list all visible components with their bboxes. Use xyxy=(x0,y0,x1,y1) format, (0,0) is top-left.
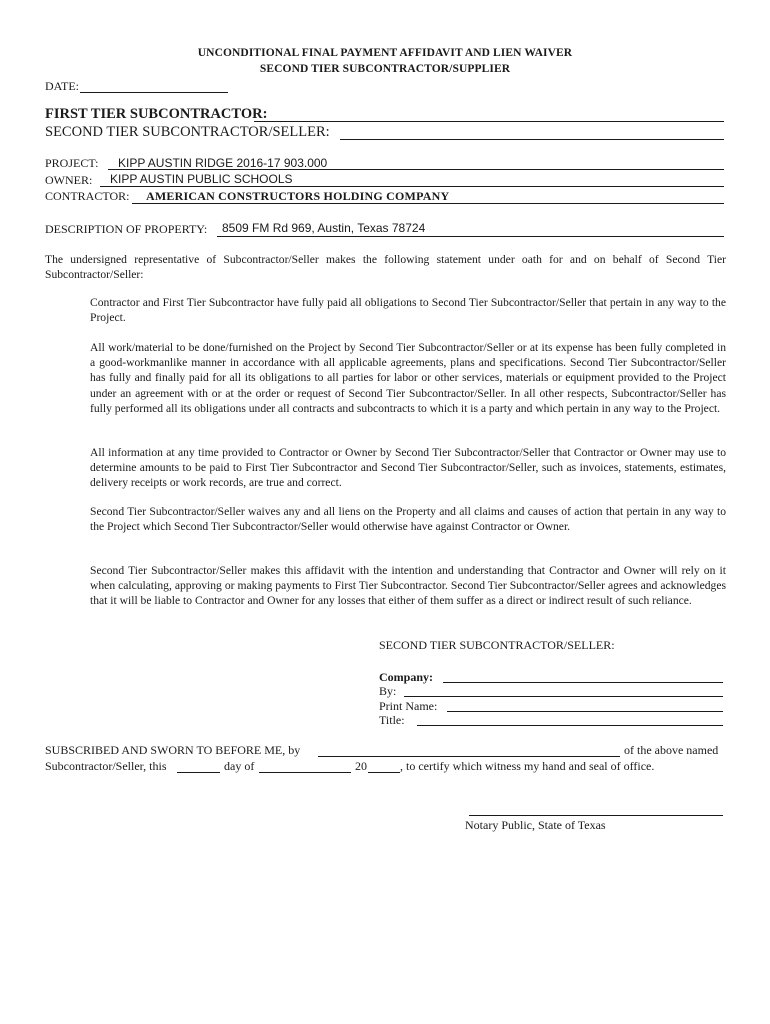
paragraph-lien-waiver: Second Tier Subcontractor/Seller waives any and all liens on the Property and all claims and causes of action that pertain in any way to the Project which Second Tier Subcontractor/Seller would otherwise have against Contractor or Owner. xyxy=(90,505,726,534)
sworn-line2-d: , to certify which witness my hand and seal of office. xyxy=(400,759,655,773)
sworn-line2-a: Subcontractor/Seller, this xyxy=(45,759,167,773)
paragraph-information-true: All information at any time provided to Contractor or Owner by Second Tier Subcontractor/Seller that Contractor or Owner may use to determine amounts to be paid to First Tier Subcontractor and Second Tier Subcontractor/Seller, such as invoices, statements, estimates, delivery receipts or work records, are true and correct. xyxy=(90,446,726,490)
second-tier-field[interactable] xyxy=(340,139,724,140)
form-subtitle: SECOND TIER SUBCONTRACTOR/SUPPLIER xyxy=(259,63,511,75)
property-label: DESCRIPTION OF PROPERTY: xyxy=(45,222,208,236)
property-value: 8509 FM Rd 969, Austin, Texas 78724 xyxy=(222,221,426,235)
title-field[interactable] xyxy=(417,725,723,726)
owner-label: OWNER: xyxy=(45,173,93,187)
by-field[interactable] xyxy=(404,696,723,697)
owner-field[interactable] xyxy=(100,186,724,187)
sworn-by-field[interactable] xyxy=(318,756,620,757)
paragraph-paid-obligations: Contractor and First Tier Subcontractor have fully paid all obligations to Second Tier Subcontractor/Seller that pertain in any way to the Project. xyxy=(90,296,726,325)
by-label: By: xyxy=(379,684,397,698)
owner-value: KIPP AUSTIN PUBLIC SCHOOLS xyxy=(110,172,293,186)
print-name-field[interactable] xyxy=(447,711,723,712)
paragraph-reliance: Second Tier Subcontractor/Seller makes this affidavit with the intention and understanding that Contractor and Owner will rely on it when calculating, approving or making payments to First Tier Subcontractor. Second Tier Subcontractor/Seller agrees and acknowledges that it will be liable to Contractor and Owner for any losses that either of them suffer as a direct or indirect result of such reliance. xyxy=(90,564,726,608)
project-value: KIPP AUSTIN RIDGE 2016-17 903.000 xyxy=(118,156,328,170)
first-tier-label: FIRST TIER SUBCONTRACTOR: xyxy=(45,106,268,122)
project-label: PROJECT: xyxy=(45,156,99,170)
month-field[interactable] xyxy=(259,772,351,773)
sworn-line2-c: 20 xyxy=(355,759,367,773)
print-name-label: Print Name: xyxy=(379,699,438,713)
intro-statement: The undersigned representative of Subcontractor/Seller makes the following statement under oath for and on behalf of Second Tier Subcontractor/Seller: xyxy=(45,253,726,282)
paragraph-work-completed: All work/material to be done/furnished on the Project by Second Tier Subcontractor/Seller or at its expense has been fully completed in a good-workmanlike manner in accordance with all applicable agreements, plans and specifications. Second Tier Subcontractor/Seller has fully and finally paid for all its obligations to all parties for labor or other services, materials or equipment provided to the Project under an agreement with or at the order or request of Second Tier Subcontractor/Seller. In all other respects, Subcontractor/Seller has fully performed all its obligations under all contracts and subcontracts to which it is a party and which pertain in any way to the Project. xyxy=(90,341,726,415)
sworn-prefix: SUBSCRIBED AND SWORN TO BEFORE ME, by xyxy=(45,743,301,757)
sworn-line2-b: day of xyxy=(224,759,255,773)
company-label: Company: xyxy=(379,670,434,684)
notary-label: Notary Public, State of Texas xyxy=(465,818,606,832)
form-title: UNCONDITIONAL FINAL PAYMENT AFFIDAVIT AND LIEN WAIVER xyxy=(197,47,573,59)
first-tier-field[interactable] xyxy=(254,121,724,122)
day-field[interactable] xyxy=(177,772,220,773)
date-field[interactable] xyxy=(80,92,228,93)
date-label: DATE: xyxy=(45,79,79,93)
company-field[interactable] xyxy=(443,682,723,683)
sworn-suffix: of the above named xyxy=(624,743,719,757)
property-field[interactable] xyxy=(217,236,724,237)
contractor-value: AMERICAN CONSTRUCTORS HOLDING COMPANY xyxy=(146,189,450,203)
title-label: Title: xyxy=(379,713,405,727)
signature-heading: SECOND TIER SUBCONTRACTOR/SELLER: xyxy=(379,638,615,652)
second-tier-label: SECOND TIER SUBCONTRACTOR/SELLER: xyxy=(45,124,330,140)
year-field[interactable] xyxy=(368,772,400,773)
notary-signature-field[interactable] xyxy=(469,815,723,816)
contractor-label: CONTRACTOR: xyxy=(45,189,130,203)
